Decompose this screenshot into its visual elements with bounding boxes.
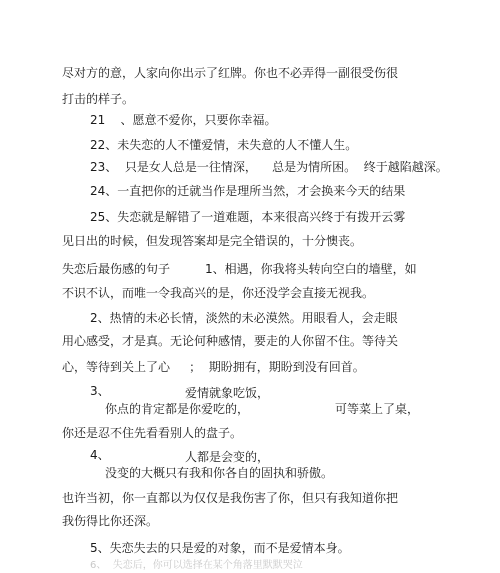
text-line: 2、热情的未必长情，淡然的未必漠然。用眼看人，会走眼 [90, 311, 398, 325]
text-line: 我伤得比你还深。 [62, 514, 159, 528]
text-line: 4、 [90, 448, 110, 462]
text-line: 也许当初，你一直都以为仅仅是我伤害了你，但只有我知道你把 [62, 491, 399, 505]
text-line: 打击的样子。 [62, 92, 135, 106]
text-line: 5、失恋失去的只是爱的对象，而不是爱情本身。 [90, 541, 350, 555]
text-line: 用心感受，才是真。无论何种感情，要走的人你留不住。等待关 [62, 334, 399, 348]
text-line: 人都是会变的， [185, 450, 270, 464]
text-line: 尽对方的意，人家向你出示了红牌。你也不必弄得一副很受伤很 [62, 66, 399, 80]
text-line: 见日出的时候，但发现答案却是完全错误的，十分懊丧。 [62, 234, 363, 248]
text-line: 25、失恋就是解错了一道难题，本来很高兴终于有拨开云雾 [90, 210, 406, 224]
section-heading: 失恋后最伤感的句子 [62, 262, 171, 276]
text-line: 爱情就象吃饭， [185, 386, 270, 400]
text-line: 1、相遇，你我将头转向空白的墙壁，如 [205, 262, 417, 276]
text-line: 没变的大概只有我和你各自的固执和骄傲。 [105, 466, 334, 480]
text-line: 23、 只是女人总是一往情深， 总是为情所困。 终于越陷越深。 [90, 160, 448, 174]
text-line: 22、未失恋的人不懂爱情，未失意的人不懂人生。 [90, 138, 358, 152]
text-line: 心，等待到关上了心 ； 期盼拥有，期盼到没有回首。 [62, 360, 365, 374]
text-line: 你还是忍不住先看看别人的盘子。 [62, 426, 243, 440]
text-line: 你点的肯定都是你爱吃的， [105, 402, 250, 416]
text-line: 可等菜上了桌， [335, 402, 420, 416]
text-line-faint: 6、 失恋后，你可以选择在某个角落里默默哭泣 [90, 560, 303, 571]
text-line: 24、一直把你的迁就当作是理所当然，才会换来今天的结果 [90, 184, 406, 198]
text-line: 21 、愿意不爱你，只要你幸福。 [90, 113, 277, 127]
text-line: 3、 [90, 384, 110, 398]
text-line: 不识不认，而唯一令我高兴的是，你还没学会直接无视我。 [62, 286, 375, 300]
